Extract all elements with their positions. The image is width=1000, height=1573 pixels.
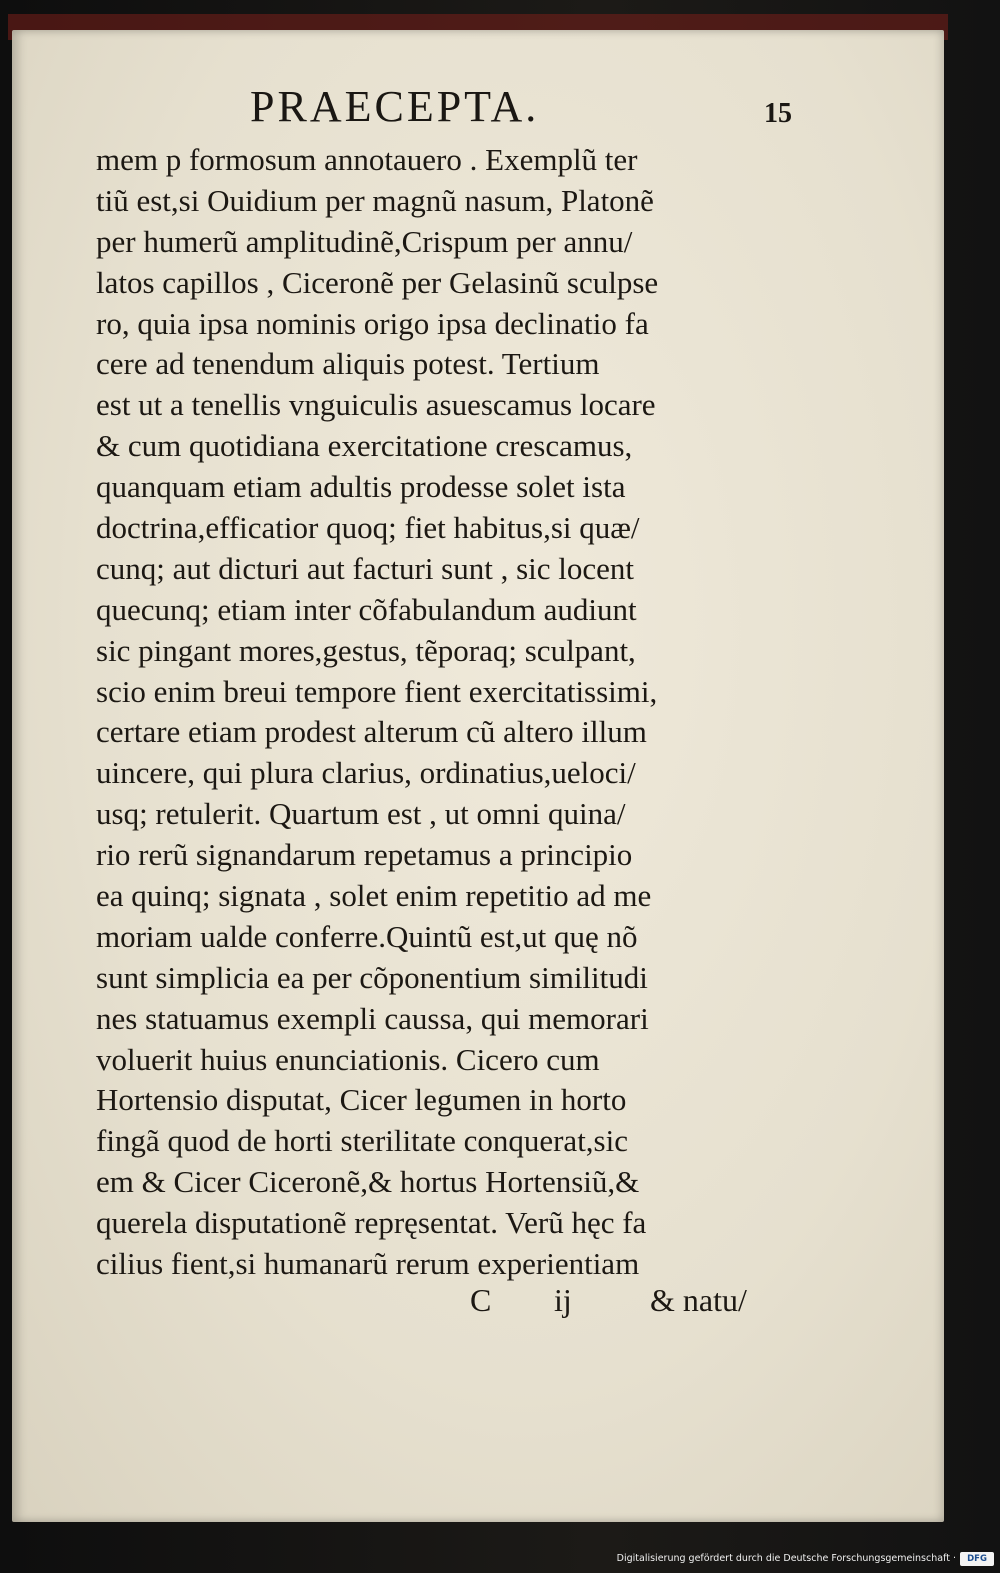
signature-mark: C [470,1282,492,1318]
text-line: per humerũ amplitudinẽ,Crispum per annu/ [96,223,633,259]
text-line: nes statuamus exempli caussa, qui memorari [96,1000,649,1036]
text-line: em & Cicer Ciceronẽ,& hortus Hortensiũ,& [96,1164,640,1200]
text-line: sunt simplicia ea per cõponentium similitudi [96,959,648,995]
text-line: certare etiam prodest alterum cũ altero illum [96,714,647,750]
text-line: est ut a tenellis vnguiculis asuescamus locare [96,387,656,423]
text-line: cunq; aut dicturi aut facturi sunt , sic locent [96,550,635,586]
digitization-credit: Digitalisierung gefördert durch die Deutsche Forschungsgemeinschaft · [616,1553,956,1564]
text-line: mem p formosum annotauero . Exemplũ ter [96,142,638,177]
text-line: ea quinq; signata , solet enim repetitio ad me [96,878,652,914]
text-line: cilius fient,si humanarũ rerum experientiam [96,1246,640,1282]
text-line: quanquam etiam adultis prodesse solet ista [96,469,626,505]
dfg-logo [960,1552,994,1566]
text-line: quecunq; etiam inter cõfabulandum audiunt [96,591,637,627]
text-line: fingã quod de horti sterilitate conquerat,sic [96,1123,628,1159]
text-line: sic pingant mores,gestus, tẽporaq; sculpant, [96,632,636,668]
signature-line [470,1278,800,1322]
text-line: querela disputationẽ repręsentat. Verũ hęc fa [96,1205,647,1241]
text-line: uincere, qui plura clarius, ordinatius,ueloci/ [96,755,636,791]
running-head: PRAECEPTA. [250,82,540,131]
text-line: doctrina,efficatior quoq; fiet habitus,si quæ/ [96,510,640,546]
text-line: & cum quotidiana exercitatione crescamus, [96,428,633,464]
signature-number: ij [554,1282,572,1318]
text-line: voluerit huius enunciationis. Cicero cum [96,1041,600,1077]
text-line: moriam ualde conferre.Quintũ est,ut quę nõ [96,918,638,954]
body-text-block [96,140,796,1290]
catchword: & natu/ [650,1282,747,1318]
text-line: usq; retulerit. Quartum est , ut omni quina/ [96,796,626,832]
folio-number: 15 [764,98,792,129]
dfg-logo-text: DFG [967,1554,987,1564]
text-line: ro, quia ipsa nominis origo ipsa declinatio fa [96,305,649,341]
text-line: latos capillos , Ciceronẽ per Gelasinũ sculpse [96,264,659,300]
text-line: rio rerũ signandarum repetamus a principio [96,837,633,873]
text-line: Hortensio disputat, Cicer legumen in horto [96,1082,627,1118]
text-line: cere ad tenendum aliquis potest. Tertium [96,346,600,382]
text-line: tiũ est,si Ouidium per magnũ nasum, Platonẽ [96,182,654,218]
text-line: scio enim breui tempore fient exercitatissimi, [96,673,658,709]
